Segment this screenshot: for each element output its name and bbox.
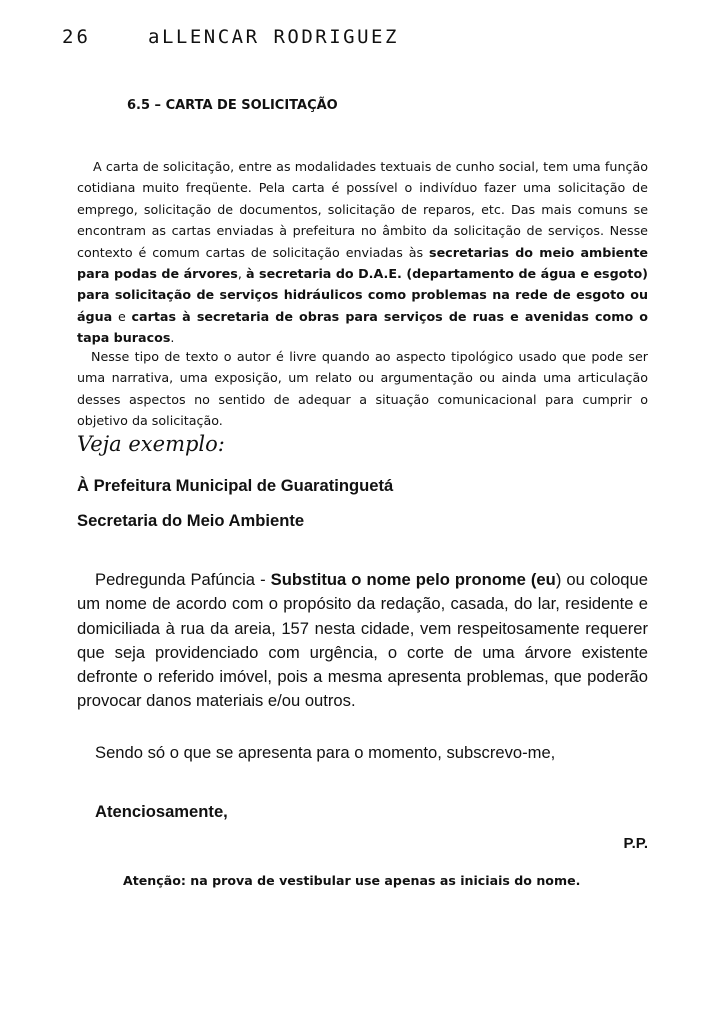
exam-note: Atenção: na prova de vestibular use apenas as iniciais do nome. [123,873,581,888]
intro-paragraph-1 [77,156,648,349]
letter-body-instruction: Substitua o nome pelo pronome (eu [270,570,556,589]
intro-highlight-environment: secretarias do meio ambiente para podas de árvores [77,244,648,282]
intro-text-3: e [112,308,132,324]
running-header-author: aLLENCAR RODRIGUEZ [148,26,399,48]
letter-department: Secretaria do Meio Ambiente [77,511,305,530]
letter-closing-line: Sendo só o que se apresenta para o momento, subscrevo-me, [95,743,556,762]
intro-highlight-dae: à secretaria do D.A.E. (departamento de água e esgoto) para solicitação de serviços hidráulicos como problemas na rede de esgoto ou água [77,266,648,324]
intro-text-4: . [170,330,175,346]
example-label: Veja exemplo: [77,432,225,456]
intro-text-2: , [237,266,246,282]
letter-body-text: ) ou coloque um nome de acordo com o propósito da redação, casada, do lar, residente e domiciliada à rua da areia, 157 nesta cidade, vem respeitosamente requerer que seja providenciado com urgência, o corte de uma árvore existente defronte o referido imóvel, pois a mesma apresenta problemas, que poderão provocar danos materiais e/ou outros. [77,570,648,711]
intro-highlight-works: cartas à secretaria de obras para serviços de ruas e avenidas como o tapa buracos [77,308,648,346]
running-header [62,26,702,56]
intro-text-1: A carta de solicitação, entre as modalidades textuais de cunho social, tem uma função cotidiana muito freqüente. Pela carta é possível o indivíduo fazer uma solicitação de emprego, solicitação de documentos, solicitação de reparos, etc. Das mais comuns se encontram as cartas enviadas à prefeitura no âmbito da solicitação de serviços. Nesse contexto é comum cartas de solicitação enviadas às [77,159,648,260]
letter-addressee: À Prefeitura Municipal de Guaratinguetá [77,476,394,495]
page-number: 26 [62,26,91,48]
letter-regards: Atenciosamente, [95,802,228,821]
letter-signoff: P.P. [623,835,648,852]
letter-body-name: Pedregunda Pafúncia - [95,570,271,589]
section-heading: 6.5 – CARTA DE SOLICITAÇÃO [127,98,338,113]
letter-body [77,568,648,714]
intro-paragraph-2: Nesse tipo de texto o autor é livre quando ao aspecto tipológico usado que pode ser uma narrativa, uma exposição, um relato ou argumentação ou ainda uma articulação desses aspectos no sentido de adequar a situação comunicacional para cumprir o objetivo da solicitação. [77,349,648,429]
